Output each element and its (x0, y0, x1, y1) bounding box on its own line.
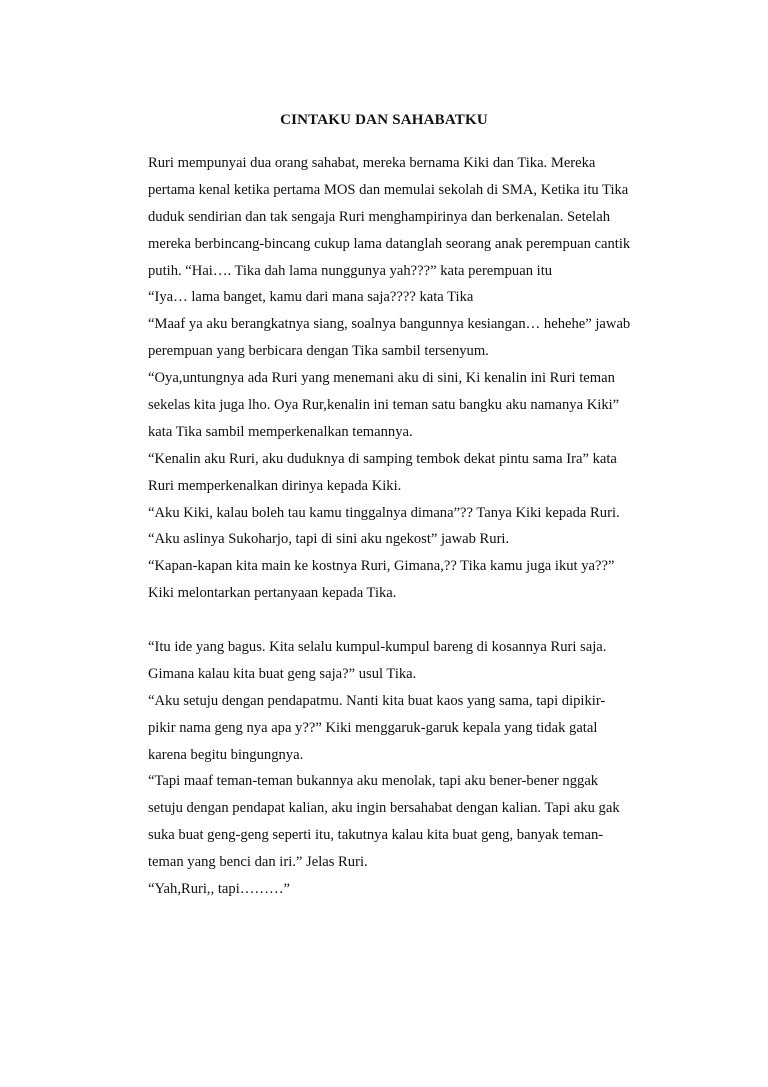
text-line: “Tapi maaf teman-teman bukannya aku menolak, tapi aku bener-bener nggak (148, 773, 599, 790)
text-line: setuju dengan pendapat kalian, aku ingin bersahabat dengan kalian. Tapi aku gak (148, 800, 620, 817)
text-line: “Itu ide yang bagus. Kita selalu kumpul-kumpul bareng di kosannya Ruri saja. (148, 639, 607, 656)
text-line: Ruri memperkenalkan dirinya kepada Kiki. (148, 477, 402, 494)
text-line: “Maaf ya aku berangkatnya siang, soalnya bangunnya kesiangan… hehehe” jawab (148, 316, 631, 333)
text-line: suka buat geng-geng seperti itu, takutnya kalau kita buat geng, banyak teman- (148, 827, 604, 844)
text-line: teman yang benci dan iri.” Jelas Ruri. (148, 854, 368, 871)
text-line: karena begitu bingungnya. (148, 746, 304, 763)
text-line: Gimana kalau kita buat geng saja?” usul Tika. (148, 665, 417, 682)
text-line: pertama kenal ketika pertama MOS dan memulai sekolah di SMA, Ketika itu Tika (148, 181, 629, 198)
text-line: “Kapan-kapan kita main ke kostnya Ruri, Gimana,?? Tika kamu juga ikut ya??” (148, 558, 615, 575)
document-title: CINTAKU DAN SAHABATKU (280, 112, 488, 128)
text-line: Ruri mempunyai dua orang sahabat, mereka bernama Kiki dan Tika. Mereka (148, 155, 596, 171)
paragraph-gap (148, 607, 668, 634)
text-line: “Yah,Ruri,, tapi………” (148, 881, 291, 898)
text-line: “Aku Kiki, kalau boleh tau kamu tinggalnya dimana”?? Tanya Kiki kepada Ruri. (148, 504, 620, 521)
text-line: Kiki melontarkan pertanyaan kepada Tika. (148, 585, 397, 602)
text-line: “Oya,untungnya ada Ruri yang menemani aku di sini, Ki kenalin ini Ruri teman (148, 370, 615, 387)
text-line: “Kenalin aku Ruri, aku duduknya di samping tembok dekat pintu sama Ira” kata (148, 450, 617, 467)
text-line: putih. “Hai…. Tika dah lama nunggunya yah???” kata perempuan itu (148, 262, 553, 279)
text-line: “Aku setuju dengan pendapatmu. Nanti kita buat kaos yang sama, tapi dipikir- (148, 692, 606, 709)
text-line: pikir nama geng nya apa y??” Kiki menggaruk-garuk kepala yang tidak gatal (148, 719, 598, 736)
text-line: sekelas kita juga lho. Oya Rur,kenalin ini teman satu bangku aku namanya Kiki” (148, 397, 620, 414)
text-line: perempuan yang berbicara dengan Tika sambil tersenyum. (148, 343, 489, 360)
document-body (148, 150, 668, 903)
text-line: “Aku aslinya Sukoharjo, tapi di sini aku ngekost” jawab Ruri. (148, 531, 510, 548)
text-line: “Iya… lama banget, kamu dari mana saja???? kata Tika (148, 289, 474, 306)
text-line: duduk sendirian dan tak sengaja Ruri menghampirinya dan berkenalan. Setelah (148, 208, 610, 225)
text-line: kata Tika sambil memperkenalkan temannya. (148, 423, 413, 440)
text-line: mereka berbincang-bincang cukup lama datanglah seorang anak perempuan cantik (148, 235, 631, 252)
